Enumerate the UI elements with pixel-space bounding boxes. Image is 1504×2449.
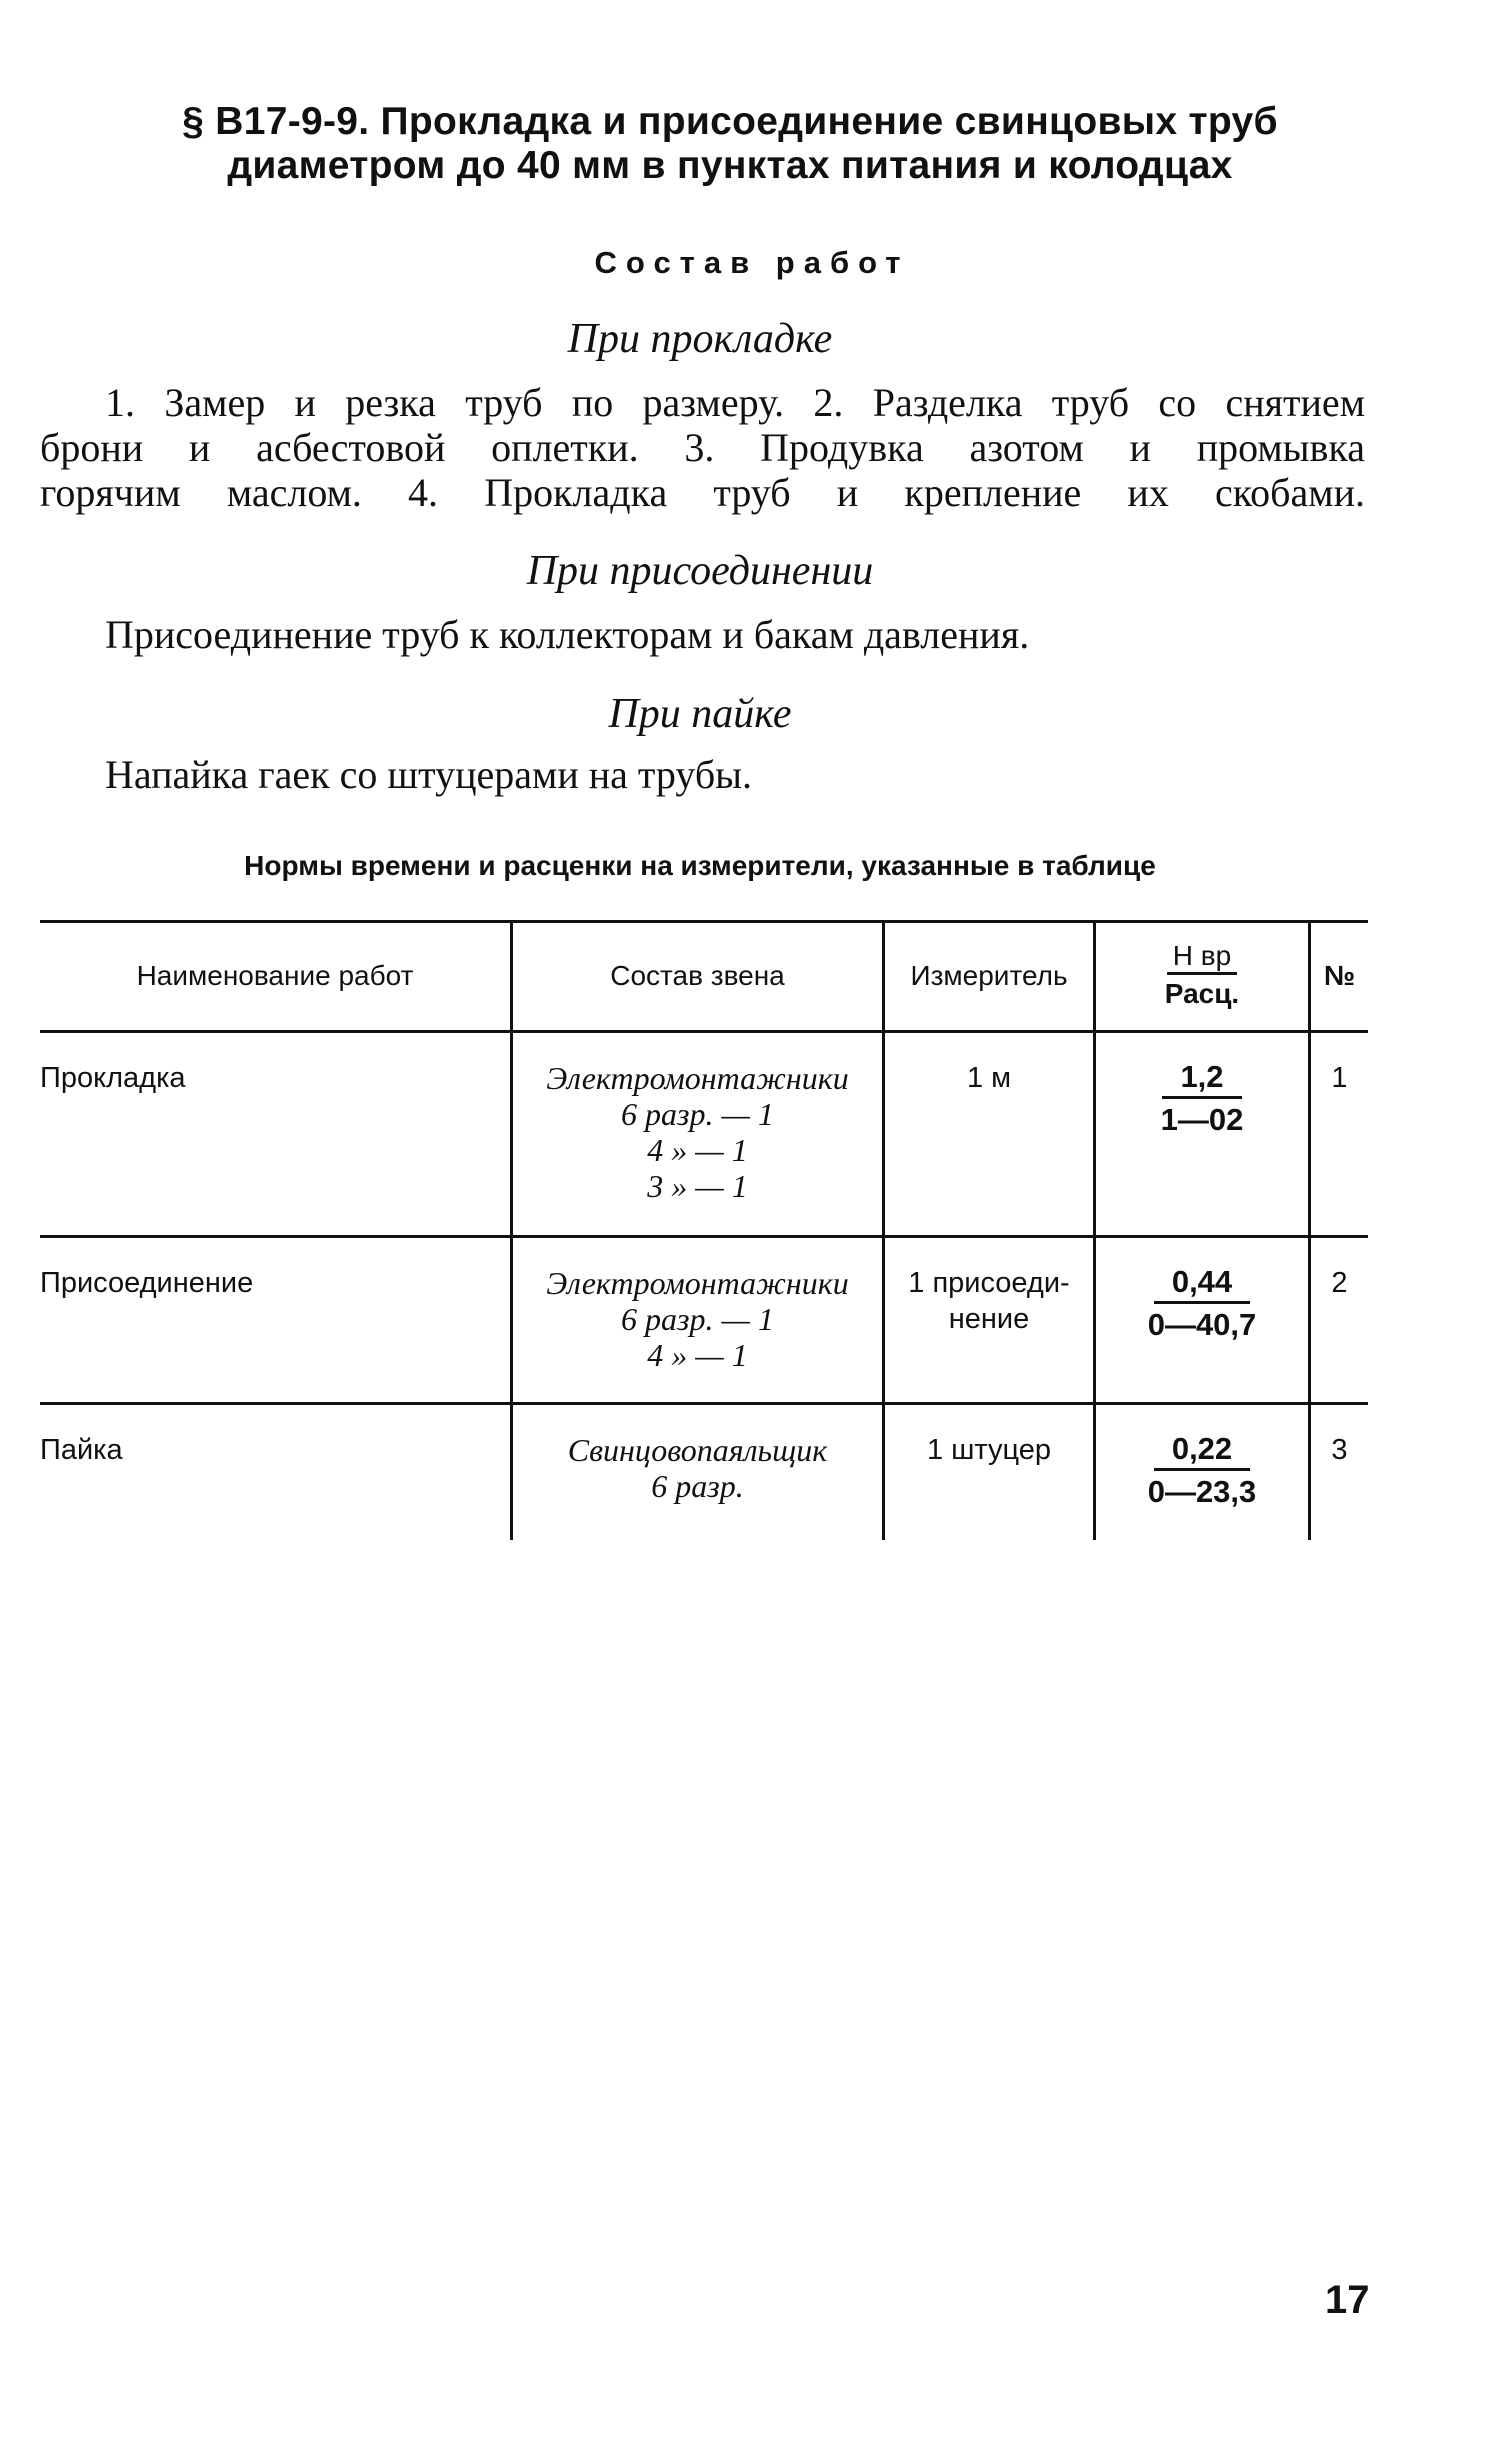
page-number: 17: [1325, 2278, 1370, 2322]
section-title-line-2: диаметром до 40 мм в пунктах питания и колодцах: [227, 144, 1233, 187]
laying-paragraph: [40, 380, 1365, 515]
laying-heading: При прокладке: [567, 316, 833, 362]
crew-line: 6 разр.: [651, 1468, 744, 1504]
crew-line: Свинцовопаяльщик: [567, 1432, 828, 1468]
table-row-rule: [40, 1235, 1368, 1238]
header-number: №: [1323, 960, 1356, 991]
composition-heading: Состав работ: [594, 245, 910, 280]
unit-line: нение: [948, 1303, 1030, 1335]
row-rate: 0—40,7: [1147, 1307, 1257, 1342]
row-unit: [885, 1060, 1093, 1096]
table-top-rule: [40, 920, 1368, 923]
row-crew: [513, 1432, 882, 1504]
norms-heading: Нормы времени и расценки на измерители, указанные в таблице: [244, 850, 1156, 881]
laying-line: 1. Замер и резка труб по размеру. 2. Разделка труб со снятием: [105, 380, 1365, 425]
crew-line: 6 разр. — 1: [621, 1096, 774, 1132]
laying-line: брони и асбестовой оплетки. 3. Продувка азотом и промывка: [40, 425, 1365, 470]
row-name: Прокладка: [40, 1062, 186, 1094]
row-crew: [513, 1265, 882, 1373]
row-norm: 0,44: [1154, 1263, 1250, 1304]
row-crew: [513, 1060, 882, 1204]
row-norm-rate: [1096, 1058, 1308, 1141]
laying-line: горячим маслом. 4. Прокладка труб и крепление их скобами.: [40, 470, 1365, 515]
row-rate: 1—02: [1160, 1102, 1244, 1137]
table-header-rule: [40, 1030, 1368, 1033]
crew-line: Электромонтажники: [546, 1060, 849, 1096]
row-unit: [885, 1432, 1093, 1468]
row-number: 1: [1331, 1062, 1348, 1094]
crew-line: 4 » — 1: [647, 1337, 748, 1373]
section-title: [140, 100, 1320, 188]
crew-line: 4 » — 1: [647, 1132, 748, 1168]
soldering-text: Напайка гаек со штуцерами на трубы.: [105, 752, 753, 797]
row-norm-rate: [1096, 1430, 1308, 1513]
row-name: Присоединение: [40, 1267, 254, 1299]
unit-line: 1 штуцер: [926, 1434, 1052, 1466]
header-name: Наименование работ: [136, 960, 414, 991]
table-row-rule: [40, 1402, 1368, 1405]
row-rate: 0—23,3: [1147, 1474, 1257, 1509]
connecting-text: Присоединение труб к коллекторам и бакам давления.: [105, 612, 1030, 657]
unit-line: 1 присоеди-: [908, 1267, 1070, 1299]
crew-line: Электромонтажники: [546, 1265, 849, 1301]
row-unit: [885, 1265, 1093, 1337]
unit-line: 1 м: [966, 1062, 1012, 1094]
row-norm-rate: [1096, 1263, 1308, 1346]
row-norm: 1,2: [1162, 1058, 1241, 1099]
header-norm: [1096, 938, 1308, 1013]
row-number: 3: [1331, 1434, 1348, 1466]
header-unit: Измеритель: [910, 960, 1068, 991]
soldering-heading: При пайке: [608, 691, 792, 737]
header-norm-bottom: Расц.: [1164, 978, 1240, 1009]
crew-line: 3 » — 1: [647, 1168, 748, 1204]
connecting-heading: При присоединении: [526, 548, 874, 594]
norms-table: [40, 920, 1368, 1540]
section-title-line-1: § В17-9-9. Прокладка и присоединение свинцовых труб: [182, 100, 1278, 143]
header-norm-top: Н вр: [1167, 940, 1237, 975]
row-name: Пайка: [40, 1434, 123, 1466]
header-crew: Состав звена: [610, 960, 785, 991]
row-norm: 0,22: [1154, 1430, 1250, 1471]
crew-line: 6 разр. — 1: [621, 1301, 774, 1337]
row-number: 2: [1331, 1267, 1348, 1299]
